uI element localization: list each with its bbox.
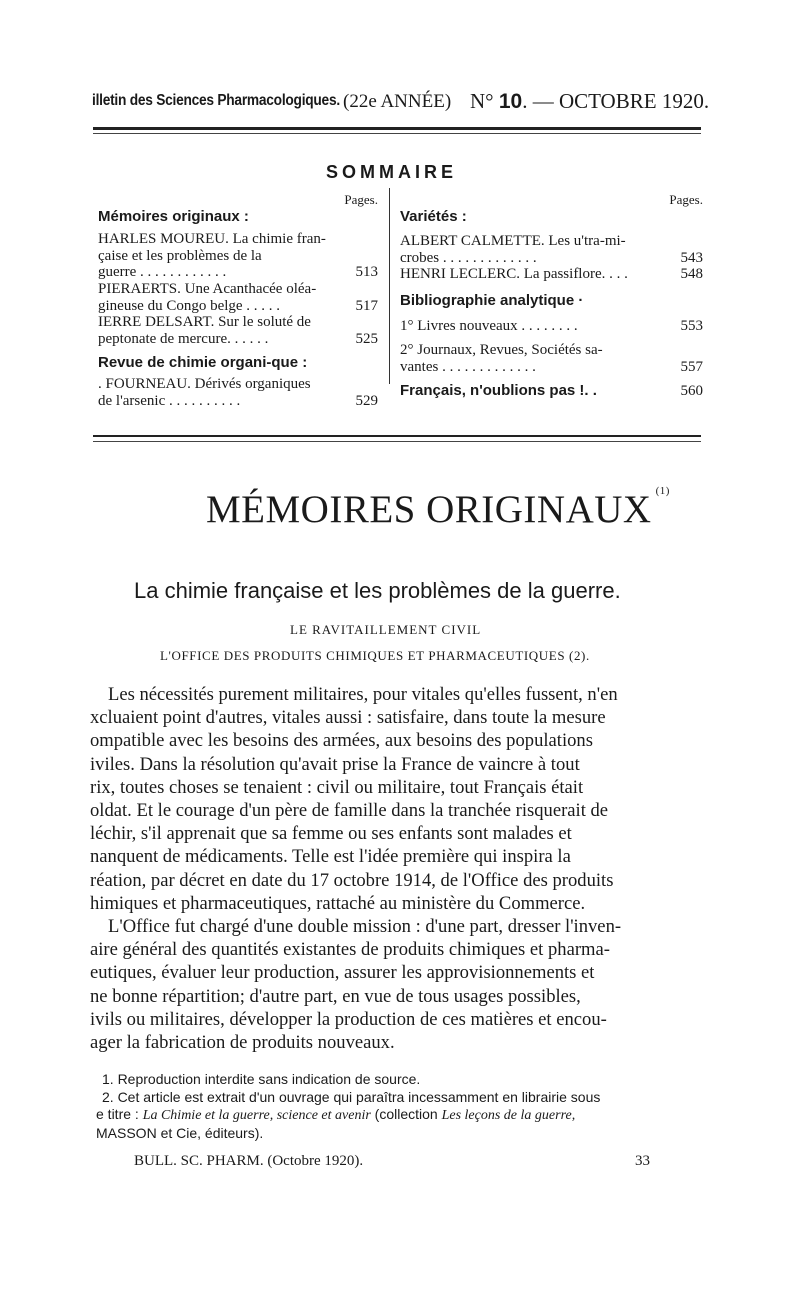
fn-text: e titre :	[96, 1106, 143, 1122]
body-line: L'Office fut chargé d'une double mission : d'une part, dresser l'inven-	[108, 916, 622, 938]
article-kicker: LE RAVITAILLEMENT CIVIL	[290, 622, 482, 637]
toc-entry-livres	[400, 318, 703, 335]
section-revue-chimie: Revue de chimie organi-que :	[98, 354, 308, 372]
section-bibliographie: Bibliographie analytique ·	[400, 291, 584, 309]
issue-info	[470, 89, 709, 114]
body-line: aire général des quantités existantes de produits chimiques et pharma-	[90, 939, 610, 961]
sommaire-left-column	[98, 192, 378, 409]
body-line: ager la fabrication de produits nouveaux.	[90, 1032, 395, 1054]
toc-line: guerre . . . . . . . . . . . .	[98, 264, 227, 281]
toc-line: 1° Livres nouveaux . . . . . . . .	[400, 317, 578, 334]
toc-row	[98, 331, 378, 348]
body-line: ivils ou militaires, développer la production de ces matières et encou-	[90, 1008, 607, 1030]
toc-entry-journaux	[400, 342, 703, 375]
footnotes	[96, 1071, 700, 1142]
toc-line: peptonate de mercure. . . . . .	[98, 330, 269, 347]
article-body	[90, 683, 696, 1054]
column-divider	[389, 188, 390, 384]
body-line: rix, toutes choses se tenaient : civil ou militaire, tout Français était	[90, 776, 584, 798]
sommaire-right-column	[400, 192, 703, 400]
toc-line: PIERAERTS. Une Acanthacée oléa-	[98, 280, 317, 297]
toc-line: çaise et les problèmes de la	[98, 247, 262, 264]
toc-entry-calmette	[400, 233, 703, 266]
body-line: léchir, s'il apprenait que sa femme ou ses enfants sont malades et	[90, 823, 572, 845]
toc-row	[98, 298, 378, 315]
body-line: ne bonne répartition; d'autre part, en vue de tous usages possibles,	[90, 985, 581, 1007]
journal-title: illetin des Sciences Pharmacologiques.	[92, 92, 340, 109]
issue-date: . — OCTOBRE 1920.	[522, 89, 710, 113]
body-line: oldat. Et le courage d'un père de famille dans la tranchée risquerait de	[90, 800, 609, 822]
toc-entry-moureu	[98, 231, 378, 281]
page-number: 33	[635, 1153, 650, 1169]
toc-entry-pieraerts	[98, 281, 378, 314]
footnote-2-cont	[96, 1106, 700, 1125]
toc-line: . FOURNEAU. Dérivés organiques	[98, 375, 311, 392]
body-line: réation, par décret en date du 17 octobre 1914, de l'Office des produits	[90, 869, 614, 891]
fn-collection-title: Les leçons de la guerre,	[441, 1108, 576, 1123]
body-line: nanquent de médicaments. Telle est l'idée première qui inspira la	[90, 846, 571, 868]
article-kicker-office: L'OFFICE DES PRODUITS CHIMIQUES ET PHARMACEUTIQUES (2).	[160, 648, 590, 663]
toc-page: 517	[355, 297, 378, 314]
footnote-2-publisher: MASSON et Cie, éditeurs).	[96, 1124, 264, 1141]
toc-line: HARLES MOUREU. La chimie fran-	[98, 231, 326, 248]
toc-entry-leclerc	[400, 266, 703, 283]
issue-number: 10	[498, 90, 523, 113]
toc-page: 543	[680, 249, 703, 266]
issue-prefix: N°	[470, 89, 494, 113]
pages-label: Pages.	[344, 192, 378, 207]
footer-reference: BULL. SC. PHARM. (Octobre 1920).	[134, 1153, 364, 1169]
toc-row	[400, 359, 703, 376]
body-line: iviles. Dans la résolution qu'avait prise la France de vaincre à tout	[90, 753, 580, 775]
sommaire-title: SOMMAIRE	[326, 162, 457, 182]
sommaire-rule	[93, 435, 701, 437]
toc-row	[98, 264, 378, 281]
toc-row	[400, 250, 703, 267]
section-memoires: Mémoires originaux :	[98, 207, 249, 225]
fn-text: (collection	[370, 1106, 442, 1122]
toc-line: de l'arsenic . . . . . . . . . .	[98, 392, 241, 409]
footnote-2: 2. Cet article est extrait d'un ouvrage qui paraîtra incessamment en librairie sous	[102, 1088, 601, 1105]
toc-page: 529	[355, 392, 378, 409]
toc-line: crobes . . . . . . . . . . . . .	[400, 249, 537, 266]
toc-line: Français, n'oublions pas !. .	[400, 383, 597, 400]
section-title-text: MÉMOIRES ORIGINAUX	[206, 488, 652, 531]
toc-row	[98, 393, 378, 410]
body-line: xcluaient point d'autres, vitales aussi : satisfaire, dans toute la mesure	[90, 707, 606, 729]
toc-entry-fourneau	[98, 376, 378, 409]
body-line: eutiques, évaluer leur production, assurer les approvisionnements et	[90, 962, 595, 984]
toc-line: gineuse du Congo belge . . . . .	[98, 297, 281, 314]
toc-line: IERRE DELSART. Sur le soluté de	[98, 314, 311, 331]
toc-page: 553	[680, 317, 703, 334]
toc-page: 557	[680, 358, 703, 375]
toc-entry-delsart	[98, 314, 378, 347]
section-varietes: Variétés :	[400, 207, 467, 225]
toc-page: 560	[680, 383, 703, 400]
toc-page: 525	[355, 330, 378, 347]
footnote-marker: (1)	[655, 485, 670, 497]
body-line: Les nécessités purement militaires, pour vitales qu'elles fussent, n'en	[108, 684, 618, 705]
toc-line: HENRI LECLERC. La passiflore. . . .	[400, 266, 628, 283]
article-title: La chimie française et les problèmes de la guerre.	[134, 578, 621, 603]
toc-line: ALBERT CALMETTE. Les u'tra-mi-	[400, 233, 626, 250]
header-rule	[93, 127, 701, 130]
header-rule-thin	[93, 133, 701, 134]
body-line: ompatible avec les besoins des armées, aux besoins des populations	[90, 730, 593, 752]
toc-page: 513	[355, 264, 378, 281]
pages-label: Pages.	[669, 192, 703, 207]
section-title	[206, 487, 670, 532]
fn-book-title: La Chimie et la guerre, science et avenir	[142, 1108, 371, 1123]
body-line: himiques et pharmaceutiques, rattaché au ministère du Commerce.	[90, 892, 586, 914]
journal-year: (22e ANNÉE)	[343, 91, 452, 112]
toc-page: 548	[680, 266, 703, 283]
footnote-1: 1. Reproduction interdite sans indication de source.	[102, 1071, 421, 1087]
toc-line: 2° Journaux, Revues, Sociétés sa-	[400, 342, 603, 359]
toc-line: vantes . . . . . . . . . . . . .	[400, 358, 536, 375]
sommaire-rule-thin	[93, 441, 701, 442]
toc-entry-francais	[400, 383, 703, 400]
